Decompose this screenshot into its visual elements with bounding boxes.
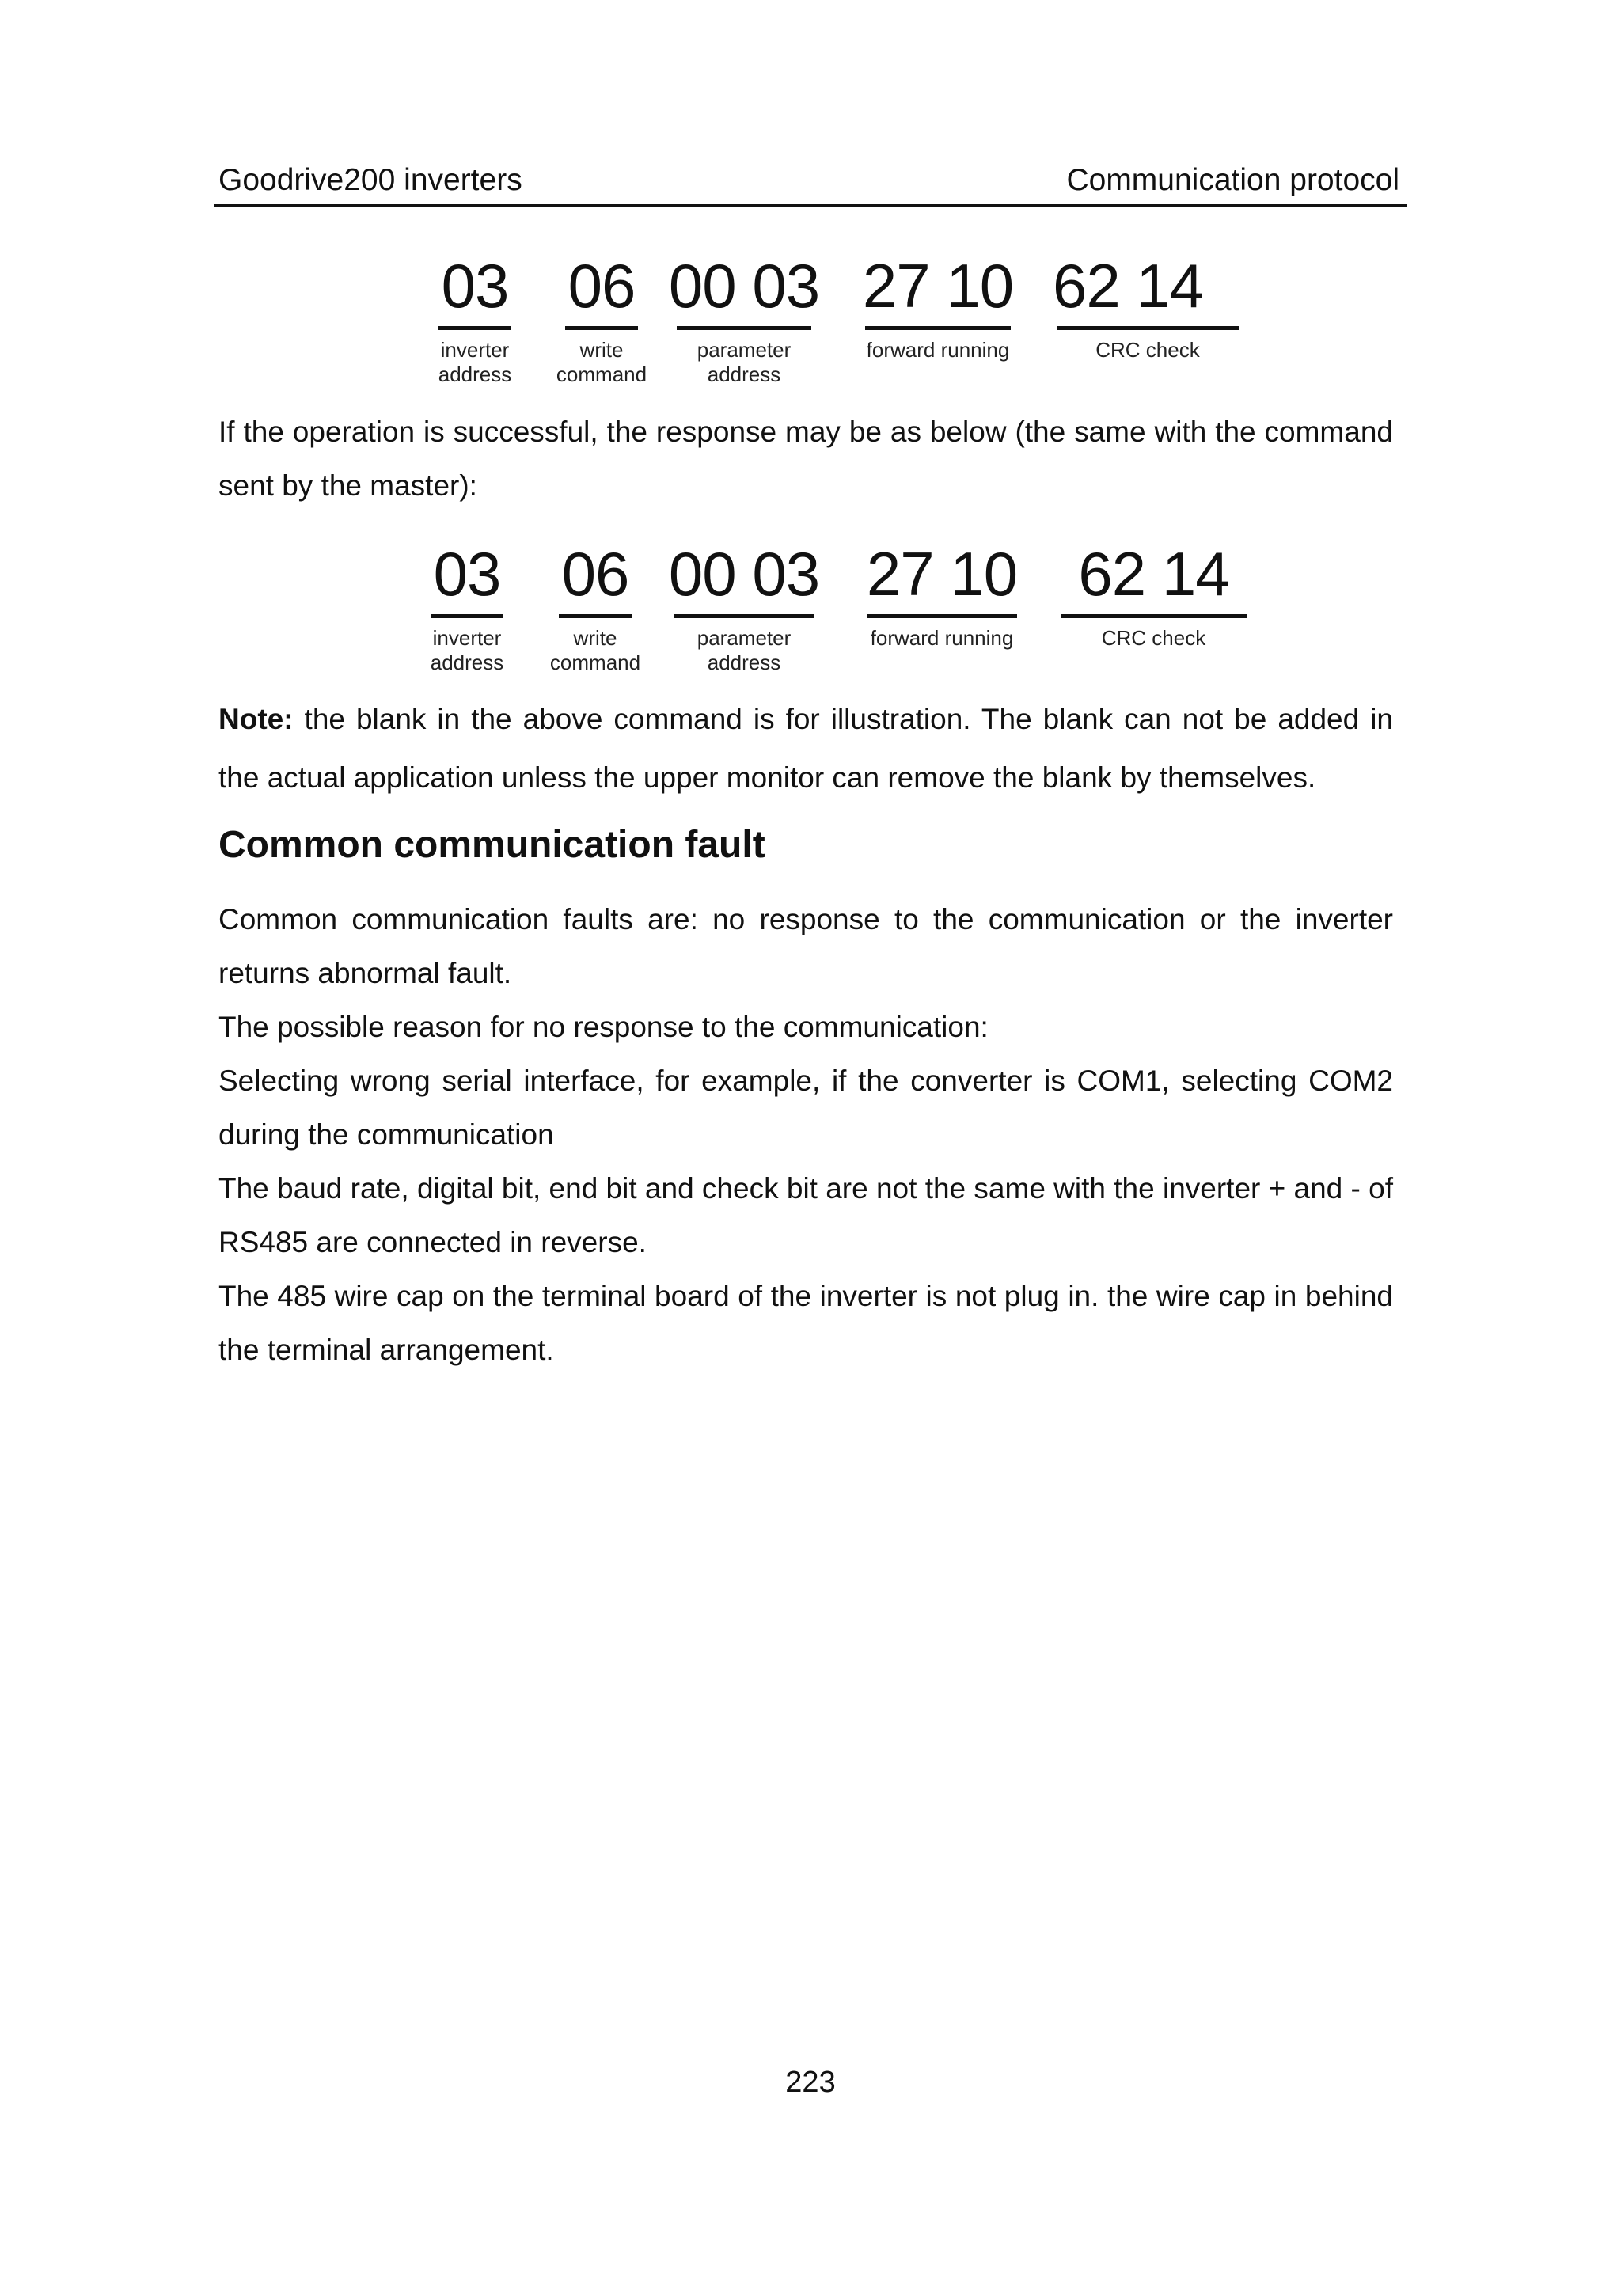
frame-bytes: 06 — [568, 251, 636, 321]
frame-underline — [559, 614, 632, 618]
frame-bytes: 27 10 — [866, 539, 1018, 609]
baud-rate-paragraph: The baud rate, digital bit, end bit and check bit are not the same with the inverter + and - of RS485 are connected in reverse. — [218, 1172, 1393, 1258]
frame-desc: inverter address — [430, 626, 504, 674]
frame-underline — [865, 326, 1011, 330]
frame-field-forward-running — [859, 538, 1025, 651]
no-response-reason-paragraph: The possible reason for no response to the communication: — [218, 1011, 989, 1043]
page-header — [214, 160, 1407, 207]
frame-field-parameter-address — [661, 538, 827, 675]
frame-field-inverter-address — [427, 250, 522, 387]
frame-bytes: 00 03 — [668, 539, 820, 609]
wire-cap-paragraph: The 485 wire cap on the terminal board of the inverter is not plug in. the wire cap in behind the terminal arrangement. — [218, 1280, 1393, 1366]
frame-field-write-command — [546, 538, 644, 675]
frame-field-parameter-address — [665, 250, 823, 387]
frame-underline — [677, 326, 811, 330]
frame-field-forward-running — [855, 250, 1021, 362]
note-paragraph — [218, 690, 1393, 807]
section-heading: Common communication fault — [218, 824, 765, 866]
frame-field-crc-check — [1053, 250, 1243, 362]
frame-underline — [1061, 614, 1247, 618]
frame-desc: forward running — [870, 626, 1014, 650]
frame-bytes: 62 14 — [1078, 539, 1229, 609]
serial-interface-paragraph: Selecting wrong serial interface, for example, if the converter is COM1, selecting COM2 during the communication — [218, 1065, 1393, 1151]
frame-desc: inverter address — [438, 338, 512, 386]
frame-underline — [674, 614, 814, 618]
frame-underline — [1057, 326, 1239, 330]
frame-field-write-command — [554, 250, 649, 387]
frame-desc: write command — [556, 338, 647, 386]
note-text: the blank in the above command is for illustration. The blank can not be added in the actual application unless the upper monitor can remove the blank by themselves. — [218, 703, 1393, 794]
frame-desc: parameter address — [697, 626, 792, 674]
frame-underline — [867, 614, 1017, 618]
frame-desc: CRC check — [1095, 338, 1200, 362]
frame-field-crc-check — [1057, 538, 1251, 651]
frame-underline — [565, 326, 638, 330]
frame-underline — [431, 614, 503, 618]
fault-intro-paragraph: Common communication faults are: no response to the communication or the inverter returns abnormal fault. — [218, 903, 1393, 989]
frame-bytes: 27 10 — [862, 251, 1014, 321]
frame-bytes: 03 — [441, 251, 509, 321]
frame-bytes: 00 03 — [668, 251, 820, 321]
frame-bytes: 06 — [561, 539, 629, 609]
header-chapter-title: Communication protocol — [1066, 163, 1399, 197]
frame-desc: parameter address — [697, 338, 792, 386]
header-manual-title: Goodrive200 inverters — [218, 163, 522, 197]
command-frame-diagram — [427, 250, 1243, 400]
page-number: 223 — [785, 2066, 836, 2099]
frame-desc: CRC check — [1101, 626, 1206, 650]
frame-field-inverter-address — [419, 538, 514, 675]
response-frame-diagram — [419, 538, 1251, 689]
frame-underline — [438, 326, 511, 330]
frame-bytes: 03 — [433, 539, 501, 609]
note-label: Note: — [218, 703, 294, 735]
frame-bytes: 62 14 — [1053, 251, 1204, 321]
frame-desc: forward running — [866, 338, 1010, 362]
frame-desc: write command — [549, 626, 641, 674]
success-paragraph: If the operation is successful, the response may be as below (the same with the command sent by the master): — [218, 416, 1393, 502]
